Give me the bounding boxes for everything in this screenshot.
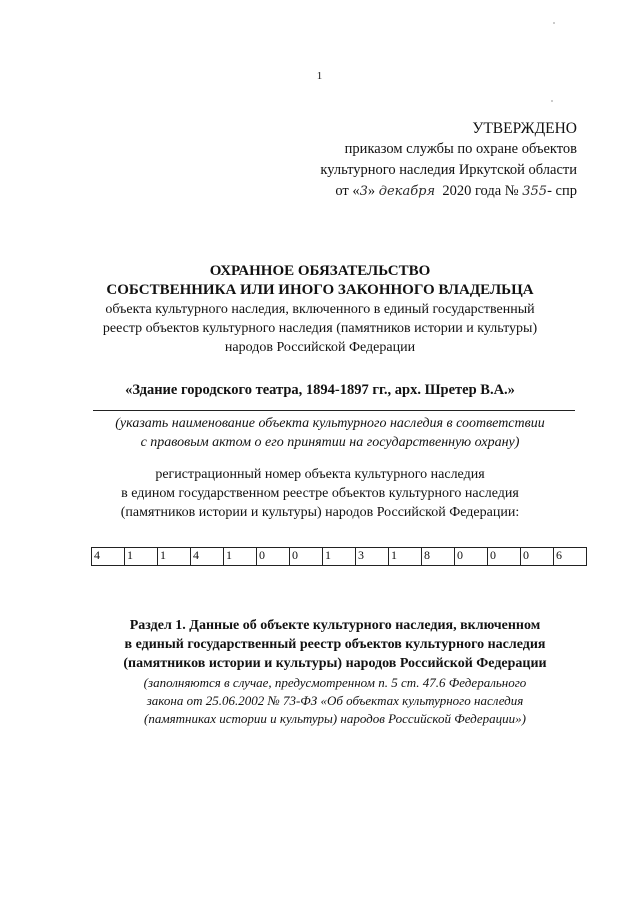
order-mid: » — [367, 183, 376, 199]
instruction-line2: с правовым актом о его принятии на государственную охрану) — [140, 435, 520, 450]
object-name-underline — [93, 410, 575, 411]
order-prefix: от « — [335, 183, 360, 199]
order-month-handwritten: декабря — [378, 184, 436, 199]
registration-label — [60, 465, 580, 522]
title-line2: СОБСТВЕННИКА ИЛИ ИНОГО ЗАКОННОГО ВЛАДЕЛЬЦА — [106, 282, 534, 298]
section-1-note-line2: закона от 25.06.2002 № 73-ФЗ «Об объектах культурного наследия — [146, 693, 524, 708]
reg-digit-cell: 8 — [422, 548, 455, 566]
registration-line3: (памятников истории и культуры) народов Российской Федерации: — [120, 505, 520, 520]
reg-digit-cell: 0 — [257, 548, 290, 566]
section-1-heading — [95, 616, 575, 728]
approval-order-line1: приказом службы по охране объектов — [344, 141, 577, 157]
section-1-line3: (памятников истории и культуры) народов Российской Федерации — [123, 656, 547, 671]
object-name: «Здание городского театра, 1894-1897 гг., арх. Шретер В.А.» — [125, 382, 515, 398]
order-number-handwritten: 355 — [522, 184, 548, 199]
section-1-note — [95, 674, 575, 728]
registration-line2: в едином государственном реестре объектов культурного наследия — [121, 486, 519, 501]
registration-number-table — [91, 547, 587, 566]
title-line5: народов Российской Федерации — [224, 340, 416, 355]
reg-digit-cell: 1 — [323, 548, 356, 566]
reg-digit-cell: 1 — [389, 548, 422, 566]
section-1-line2: в единый государственный реестр объектов культурного наследия — [124, 637, 546, 652]
page-number: 1 — [316, 70, 323, 82]
object-name-instruction — [90, 414, 570, 452]
reg-digit-cell: 1 — [224, 548, 257, 566]
reg-digit-cell: 3 — [356, 548, 389, 566]
approved-label: УТВЕРЖДЕНО — [472, 120, 577, 137]
reg-digit-cell: 0 — [455, 548, 488, 566]
registration-line1: регистрационный номер объекта культурного наследия — [155, 467, 485, 482]
reg-digit-cell: 6 — [554, 548, 587, 566]
registration-number-row — [92, 548, 587, 566]
order-suffix: - спр — [547, 183, 577, 199]
reg-digit-cell: 4 — [92, 548, 125, 566]
reg-digit-cell: 1 — [125, 548, 158, 566]
approval-order-line2: культурного наследия Иркутской области — [320, 162, 577, 178]
scan-speck — [553, 22, 555, 24]
title-line4: реестр объектов культурного наследия (памятников истории и культуры) — [102, 321, 538, 336]
section-1-line1: Раздел 1. Данные об объекте культурного наследия, включенном — [129, 618, 541, 633]
section-1-note-line1: (заполняются в случае, предусмотренном п. 5 ст. 47.6 Федерального — [143, 675, 527, 690]
reg-digit-cell: 0 — [521, 548, 554, 566]
scan-speck — [551, 100, 553, 102]
reg-digit-cell: 0 — [488, 548, 521, 566]
order-day-handwritten: 3 — [359, 184, 368, 199]
title-line3: объекта культурного наследия, включенного в единый государственный — [105, 302, 535, 317]
order-date-number — [320, 181, 577, 202]
reg-digit-cell: 1 — [158, 548, 191, 566]
order-year: 2020 года № — [442, 183, 519, 199]
document-title — [60, 262, 580, 357]
title-line1: ОХРАННОЕ ОБЯЗАТЕЛЬСТВО — [209, 263, 431, 279]
section-1-note-line3: (памятниках истории и культуры) народов Российской Федерации») — [143, 711, 526, 726]
reg-digit-cell: 0 — [290, 548, 323, 566]
reg-digit-cell: 4 — [191, 548, 224, 566]
approval-stamp — [320, 118, 577, 202]
instruction-line1: (указать наименование объекта культурного наследия в соответствии — [115, 416, 545, 431]
